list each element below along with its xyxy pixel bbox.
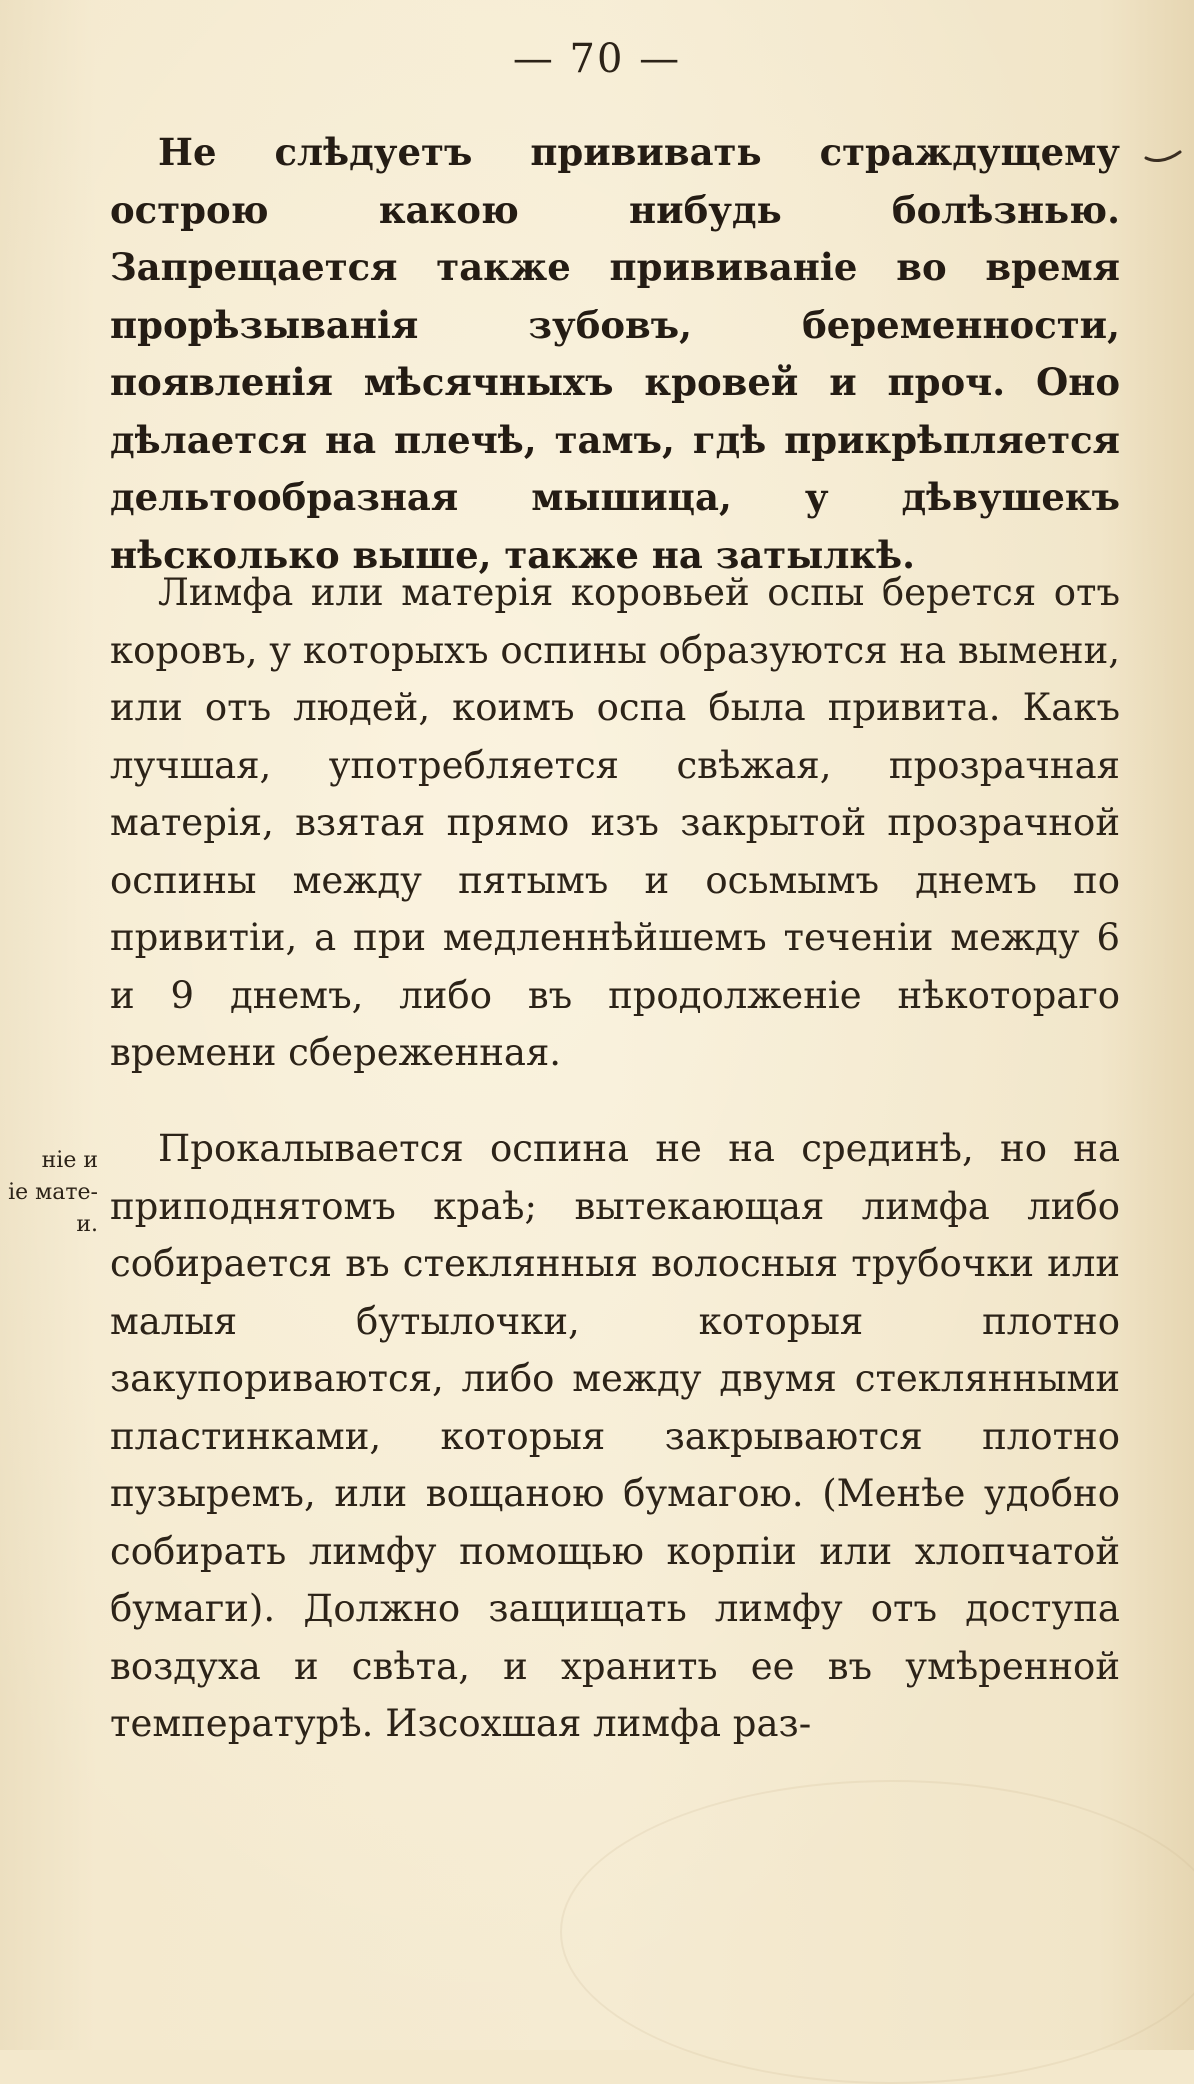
page-number: — 70 — xyxy=(512,36,682,82)
pen-mark-icon xyxy=(1144,146,1184,166)
margin-note-line: іе мате- xyxy=(8,1180,98,1205)
margin-note xyxy=(0,1145,98,1241)
paragraph-contraindications: Не слѣдуетъ прививать страждущему острою какою нибудь болѣзнью. Запрещается также прививаніе во время прорѣзыванія зубовъ, беременности, появленія мѣсячныхъ кровей и проч. Оно дѣлается на плечѣ, тамъ, гдѣ прикрѣпляется дельтообразная мышица, у дѣвушекъ нѣсколько выше, также на затылкѣ. xyxy=(110,130,1120,577)
margin-note-line: и. xyxy=(76,1212,98,1237)
paragraph-lymph-source: Лимфа или матерія коровьей оспы берется отъ коровъ, у которыхъ оспины образуются на вымени, или отъ людей, коимъ оспа была привита. Какъ лучшая, употребляется свѣжая, прозрачная матерія, взятая прямо изъ закрытой прозрачной оспины между пятымъ и осьмымъ днемъ по привитіи, а при медленнѣйшемъ теченіи между 6 и 9 днемъ, либо въ продолженіе нѣкотораго времени сбереженная. xyxy=(110,571,1120,1074)
paper-stain xyxy=(560,1780,1194,2084)
margin-note-line: ніе и xyxy=(41,1148,98,1173)
paragraph-lymph-collection: Прокалывается оспина не на срединѣ, но на приподнятомъ краѣ; вытекающая лимфа либо собирается въ стеклянныя волосныя трубочки или малыя бутылочки, которыя плотно закупориваются, либо между двумя стеклянными пластинками, которыя закрываются плотно пузыремъ, или вощаною бумагою. (Менѣе удобно собирать лимфу помощью корпіи или хлопчатой бумаги). Должно защищать лимфу отъ доступа воздуха и свѣта, и хранить ее въ умѣренной температурѣ. Изсохшая лимфа раз- xyxy=(110,1127,1120,1745)
